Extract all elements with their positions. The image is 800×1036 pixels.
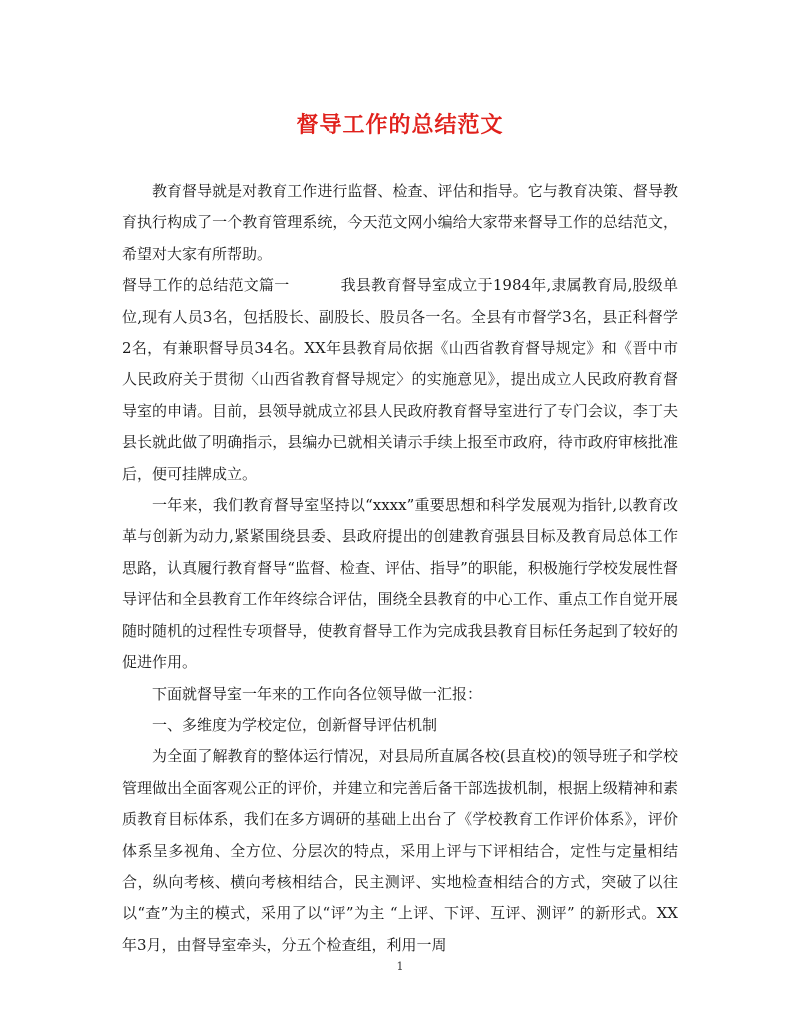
intro-paragraph: 教育督导就是对教育工作进行监督、检查、评估和指导。它与教育决策、督导教育执行构成了一个教育管理系统，今天范文网小编给大家带来督导工作的总结范文，希望对大家有所帮助。 xyxy=(122,182,678,263)
document-body xyxy=(122,176,678,961)
page-number: 1 xyxy=(396,960,404,973)
paragraph-3: 下面就督导室一年来的工作向各位领导做一汇报： xyxy=(152,684,483,703)
paragraph-2: 一年来，我们教育督导室坚持以“xxxx”重要思想和科学发展观为指针,以教育改革与创新为动力,紧紧围绕县委、县政府提出的创建教育强县目标及教育局总体工作思路，认真履行教育督导“监督、检查、评估、指导”的职能，积极施行学校发展性督导评估和全县教育工作年终综合评估，围绕全县教育的中心工作、重点工作自觉开展随时随机的过程性专项督导，使教育督导工作为完成我县教育目标任务起到了较好的促进作用。 xyxy=(122,496,678,672)
section-label: 督导工作的总结范文篇一 xyxy=(122,276,290,295)
document-title: 督导工作的总结范文 xyxy=(296,113,504,138)
heading-1: 一、多维度为学校定位，创新督导评估机制 xyxy=(152,715,438,734)
paragraph-4: 为全面了解教育的整体运行情况，对县局所直属各校(县直校)的领导班子和学校管理做出全面客观公正的评价，并建立和完善后备干部选拔机制，根据上级精神和素质教育目标体系，我们在多方调研的基础上出台了《学校教育工作评价体系》，评价体系呈多视角、全方位、分层次的特点，采用上评与下评相结合，定性与定量相结合，纵向考核、横向考核相结合，民主测评、实地检查相结合的方式，突破了以往以“查”为主的模式，采用了以“评”为主 “上评、下评、互评、测评” 的新形式。XX年3月，由督导室牵头，分五个检查组，利用一周 xyxy=(122,747,678,954)
section-one-paragraph xyxy=(122,270,678,490)
section-first-text: 我县教育督导室成立于1984年,隶属教育局,股级单位,现有人员3名，包括股长、副股长、股员各一名。全县有市督学3名，县正科督学2名，有兼职督导员34名。XX年县教育局依据《山西省教育督导规定》和《晋中市人民政府关于贯彻〈山西省教育督导规定〉的实施意见》，提出成立人民政府教育督导室的申请。目前，县领导就成立祁县人民政府教育督导室进行了专门会议，李丁夫县长就此做了明确指示，县编办已就相关请示手续上报至市政府，待市政府审核批准后，便可挂牌成立。 xyxy=(122,276,678,483)
